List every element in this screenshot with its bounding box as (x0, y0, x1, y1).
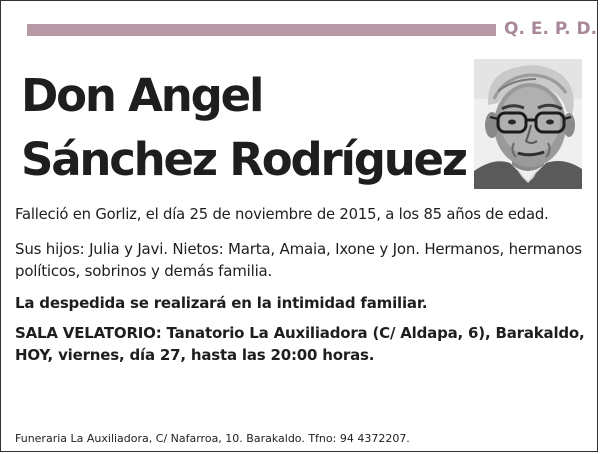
deceased-name-first-line: Don Angel (21, 69, 263, 122)
deceased-name-second-line: Sánchez Rodríguez (21, 133, 466, 186)
death-notice-text: Falleció en Gorliz, el día 25 de noviembre de 2015, a los 85 años de edad. (15, 206, 549, 223)
wake-text: SALA VELATORIO: Tanatorio La Auxiliadora (C/ Aldapa, 6), Barakaldo, HOY, viernes, día 27, hasta las 20:00 horas. (15, 324, 585, 364)
qepd-label: Q. E. P. D. (504, 19, 598, 39)
portrait-photo-icon (474, 59, 582, 189)
portrait-photo (474, 59, 582, 189)
funeral-home-footer: Funeraria La Auxiliadora, C/ Nafarroa, 10. Barakaldo. Tfno: 94 4372207. (15, 432, 410, 445)
header-bar (27, 24, 496, 36)
farewell-text: La despedida se realizará en la intimidad familiar. (15, 294, 428, 312)
family-text: Sus hijos: Julia y Javi. Nietos: Marta, Amaia, Ixone y Jon. Hermanos, hermanos políticos, sobrinos y demás familia. (15, 240, 582, 280)
